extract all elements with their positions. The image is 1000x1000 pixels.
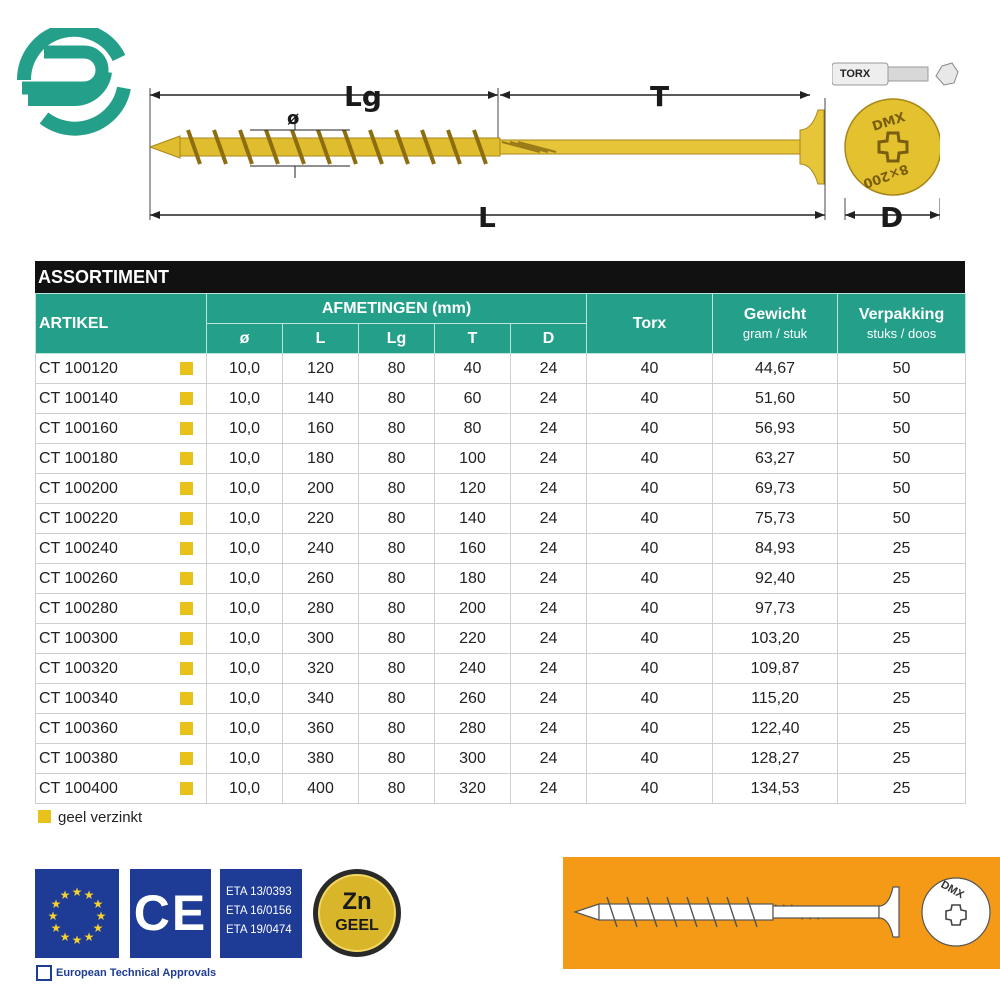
col-verpakking-unit: stuks / doos [866,326,937,341]
yellow-zinc-swatch-icon [180,422,193,435]
screw-illustration [563,857,1000,969]
article-code: CT 100400 [36,774,167,804]
ce-mark-icon [130,869,211,958]
diameter-cell: 10,0 [207,384,283,414]
lg-cell: 80 [359,564,435,594]
table-row [36,654,966,684]
lg-cell: 80 [359,384,435,414]
torx-cell: 40 [587,354,713,384]
packaging-cell: 50 [838,354,966,384]
d-cell: 24 [511,774,587,804]
col-torx: Torx [587,294,713,354]
length-cell: 240 [283,534,359,564]
yellow-zinc-swatch-cell [167,534,207,564]
lg-cell: 80 [359,444,435,474]
col-verpakking [838,294,966,354]
packaging-cell: 25 [838,684,966,714]
d-cell: 24 [511,714,587,744]
eta-approvals-label: European Technical Approvals [56,966,217,979]
yellow-zinc-swatch-cell [167,504,207,534]
torx-cell: 40 [587,714,713,744]
weight-cell: 63,27 [713,444,838,474]
torx-cell: 40 [587,594,713,624]
d-cell: 24 [511,384,587,414]
lg-cell: 80 [359,714,435,744]
head-marking-bottom: 8×200 [860,160,911,191]
yellow-zinc-swatch-icon [180,512,193,525]
torx-badge-label: TORX [839,68,871,80]
t-label: T [650,80,670,113]
lg-label: Lg [344,80,382,113]
packaging-cell: 25 [838,594,966,624]
length-cell: 200 [283,474,359,504]
yellow-zinc-swatch-icon [180,602,193,615]
t-cell: 240 [435,654,511,684]
yellow-zinc-swatch-cell [167,624,207,654]
zn-badge-top: Zn [342,888,372,915]
packaging-cell: 25 [838,744,966,774]
weight-cell: 122,40 [713,714,838,744]
length-cell: 300 [283,624,359,654]
yellow-zinc-swatch-cell [167,474,207,504]
weight-cell: 128,27 [713,744,838,774]
checkbox-icon [36,965,52,981]
weight-cell: 134,53 [713,774,838,804]
t-cell: 160 [435,534,511,564]
diameter-cell: 10,0 [207,744,283,774]
col-artikel: ARTIKEL [36,294,207,354]
lg-cell: 80 [359,594,435,624]
d-cell: 24 [511,654,587,684]
col-diameter: ø [207,324,283,354]
lg-cell: 80 [359,354,435,384]
col-verpakking-label: Verpakking [858,306,945,323]
table-row [36,714,966,744]
lg-cell: 80 [359,534,435,564]
diameter-cell: 10,0 [207,444,283,474]
length-cell: 140 [283,384,359,414]
product-head-marking: DMX [938,878,966,902]
diameter-cell: 10,0 [207,534,283,564]
article-code: CT 100300 [36,624,167,654]
diameter-cell: 10,0 [207,774,283,804]
length-cell: 320 [283,654,359,684]
article-code: CT 100220 [36,504,167,534]
yellow-zinc-swatch-icon [180,542,193,555]
svg-text:★: ★ [50,921,62,935]
table-row [36,504,966,534]
article-code: CT 100180 [36,444,167,474]
t-cell: 40 [435,354,511,384]
screw-diagram [140,58,940,238]
yellow-zinc-swatch-icon [38,810,51,823]
svg-text:★: ★ [83,930,95,944]
length-cell: 380 [283,744,359,774]
eta-line: ETA 13/0393 [226,886,292,898]
yellow-zinc-swatch-cell [167,594,207,624]
length-cell: 360 [283,714,359,744]
table-row [36,474,966,504]
col-gewicht-unit: gram / stuk [742,326,808,341]
yellow-zinc-swatch-icon [180,572,193,585]
article-code: CT 100120 [36,354,167,384]
length-cell: 340 [283,684,359,714]
t-cell: 120 [435,474,511,504]
article-code: CT 100360 [36,714,167,744]
diameter-cell: 10,0 [207,474,283,504]
weight-cell: 75,73 [713,504,838,534]
svg-text:★: ★ [59,930,71,944]
article-code: CT 100320 [36,654,167,684]
yellow-zinc-swatch-cell [167,774,207,804]
product-image-panel [563,857,1000,969]
eu-flag-icon [35,869,119,958]
diameter-cell: 10,0 [207,624,283,654]
weight-cell: 56,93 [713,414,838,444]
weight-cell: 103,20 [713,624,838,654]
svg-text:★: ★ [59,888,71,902]
diameter-cell: 10,0 [207,684,283,714]
d-cell: 24 [511,564,587,594]
weight-cell: 109,87 [713,654,838,684]
diameter-cell: 10,0 [207,354,283,384]
diameter-cell: 10,0 [207,564,283,594]
diameter-cell: 10,0 [207,504,283,534]
d-cell: 24 [511,684,587,714]
brand-logo-icon [14,28,134,138]
article-code: CT 100140 [36,384,167,414]
packaging-cell: 50 [838,384,966,414]
weight-cell: 51,60 [713,384,838,414]
t-cell: 260 [435,684,511,714]
t-cell: 100 [435,444,511,474]
d-cell: 24 [511,504,587,534]
length-cell: 260 [283,564,359,594]
yellow-zinc-swatch-icon [180,482,193,495]
torx-cell: 40 [587,474,713,504]
diameter-label: ø [287,108,300,129]
table-row [36,444,966,474]
lg-cell: 80 [359,684,435,714]
svg-text:★: ★ [92,897,104,911]
torx-cell: 40 [587,534,713,564]
svg-text:★: ★ [95,909,107,923]
torx-cell: 40 [587,504,713,534]
diameter-cell: 10,0 [207,714,283,744]
weight-cell: 84,93 [713,534,838,564]
col-t: T [435,324,511,354]
torx-cell: 40 [587,414,713,444]
yellow-zinc-swatch-icon [180,692,193,705]
article-code: CT 100380 [36,744,167,774]
d-cell: 24 [511,474,587,504]
t-cell: 180 [435,564,511,594]
lg-cell: 80 [359,414,435,444]
head-marking-top: DMX [870,110,908,135]
t-cell: 80 [435,414,511,444]
packaging-cell: 25 [838,774,966,804]
t-cell: 300 [435,744,511,774]
d-cell: 24 [511,444,587,474]
lg-cell: 80 [359,474,435,504]
article-code: CT 100240 [36,534,167,564]
l-label: L [478,201,496,234]
length-cell: 120 [283,354,359,384]
table-row [36,534,966,564]
yellow-zinc-swatch-cell [167,714,207,744]
table-title: ASSORTIMENT [35,261,965,293]
packaging-cell: 50 [838,504,966,534]
packaging-cell: 25 [838,624,966,654]
length-cell: 280 [283,594,359,624]
length-cell: 400 [283,774,359,804]
table-row [36,414,966,444]
torx-cell: 40 [587,384,713,414]
legend [38,809,142,826]
lg-cell: 80 [359,774,435,804]
weight-cell: 97,73 [713,594,838,624]
weight-cell: 92,40 [713,564,838,594]
length-cell: 180 [283,444,359,474]
yellow-zinc-swatch-cell [167,384,207,414]
t-cell: 320 [435,774,511,804]
packaging-cell: 50 [838,444,966,474]
torx-cell: 40 [587,654,713,684]
torx-cell: 40 [587,624,713,654]
table-row [36,354,966,384]
svg-text:★: ★ [83,888,95,902]
col-gewicht [713,294,838,354]
zn-badge-bottom: GEEL [335,917,379,934]
d-cell: 24 [511,594,587,624]
eta-line: ETA 19/0474 [226,924,292,936]
packaging-cell: 25 [838,564,966,594]
table-row [36,624,966,654]
t-cell: 220 [435,624,511,654]
yellow-zinc-swatch-cell [167,444,207,474]
torx-cell: 40 [587,444,713,474]
table-row [36,594,966,624]
lg-cell: 80 [359,654,435,684]
article-code: CT 100260 [36,564,167,594]
eta-approvals [36,965,216,981]
d-cell: 24 [511,354,587,384]
legend-label: geel verzinkt [58,809,143,826]
lg-cell: 80 [359,744,435,774]
packaging-cell: 25 [838,654,966,684]
diameter-cell: 10,0 [207,594,283,624]
yellow-zinc-swatch-icon [180,752,193,765]
article-code: CT 100160 [36,414,167,444]
yellow-zinc-swatch-cell [167,564,207,594]
ce-mark-label: CE [133,885,208,941]
table-row [36,564,966,594]
col-l: L [283,324,359,354]
table-row [36,684,966,714]
lg-cell: 80 [359,624,435,654]
article-code: CT 100280 [36,594,167,624]
svg-text:★: ★ [71,885,83,899]
svg-text:★: ★ [71,933,83,947]
col-afmetingen: AFMETINGEN (mm) [207,294,587,324]
torx-cell: 40 [587,774,713,804]
packaging-cell: 50 [838,414,966,444]
svg-text:★: ★ [92,921,104,935]
table-row [36,744,966,774]
yellow-zinc-swatch-cell [167,354,207,384]
col-lg: Lg [359,324,435,354]
col-d: D [511,324,587,354]
diameter-cell: 10,0 [207,654,283,684]
torx-cell: 40 [587,564,713,594]
length-cell: 220 [283,504,359,534]
eta-list [220,869,302,958]
lg-cell: 80 [359,504,435,534]
article-code: CT 100200 [36,474,167,504]
weight-cell: 69,73 [713,474,838,504]
yellow-zinc-swatch-icon [180,662,193,675]
d-label: D [880,201,904,234]
yellow-zinc-swatch-cell [167,684,207,714]
yellow-zinc-swatch-icon [180,392,193,405]
t-cell: 60 [435,384,511,414]
col-gewicht-label: Gewicht [743,306,807,323]
yellow-zinc-swatch-icon [180,452,193,465]
yellow-zinc-swatch-icon [180,632,193,645]
d-cell: 24 [511,414,587,444]
weight-cell: 115,20 [713,684,838,714]
t-cell: 140 [435,504,511,534]
d-cell: 24 [511,624,587,654]
yellow-zinc-swatch-icon [180,782,193,795]
table-row [36,384,966,414]
length-cell: 160 [283,414,359,444]
svg-text:★: ★ [47,909,59,923]
t-cell: 280 [435,714,511,744]
yellow-zinc-swatch-icon [180,722,193,735]
d-cell: 24 [511,534,587,564]
torx-cell: 40 [587,684,713,714]
packaging-cell: 25 [838,714,966,744]
eta-line: ETA 16/0156 [226,905,292,917]
weight-cell: 44,67 [713,354,838,384]
yellow-zinc-swatch-cell [167,744,207,774]
yellow-zinc-swatch-cell [167,654,207,684]
assortment-table [35,261,965,804]
article-code: CT 100340 [36,684,167,714]
table-row [36,774,966,804]
torx-cell: 40 [587,744,713,774]
packaging-cell: 50 [838,474,966,504]
packaging-cell: 25 [838,534,966,564]
diameter-cell: 10,0 [207,414,283,444]
yellow-zinc-swatch-cell [167,414,207,444]
d-cell: 24 [511,744,587,774]
t-cell: 200 [435,594,511,624]
yellow-zinc-swatch-icon [180,362,193,375]
svg-text:★: ★ [50,897,62,911]
